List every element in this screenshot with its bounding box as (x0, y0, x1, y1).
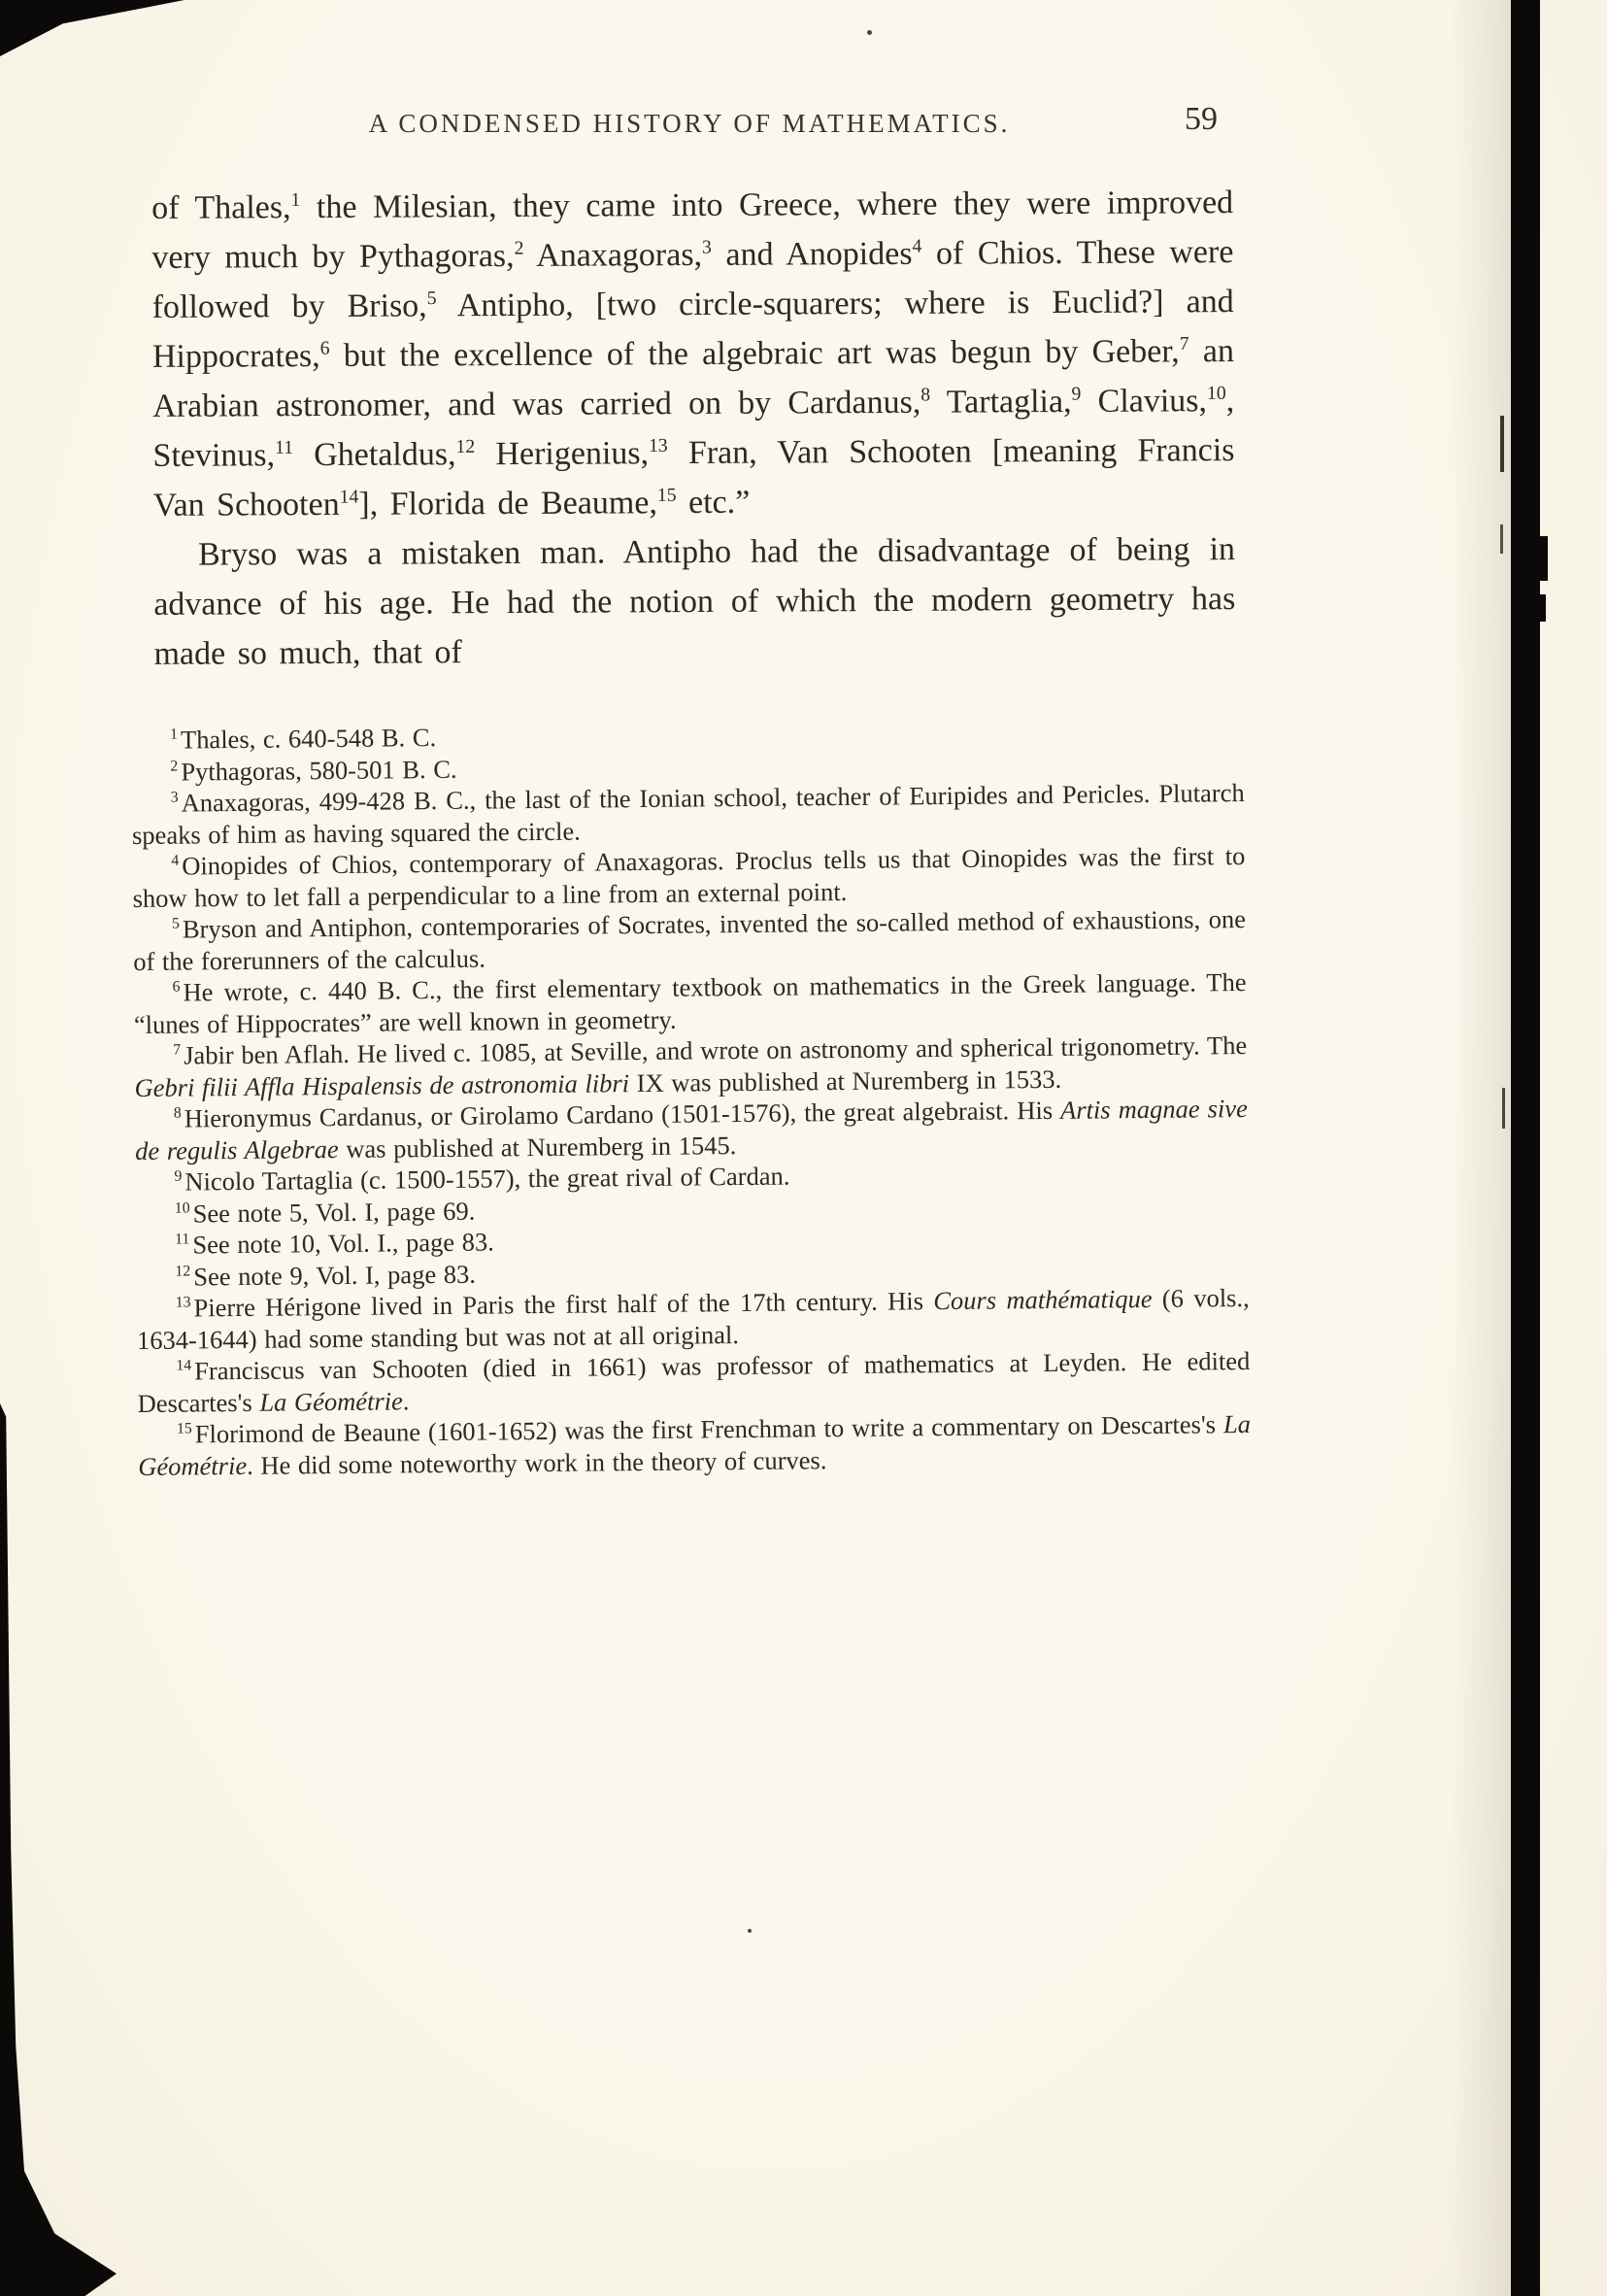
footnote-marker: 5 (171, 915, 180, 932)
footnote: $^{15}$ Florimond de Beaune (1601-1652) was the first Frenchman to write a commentary on Descartes's La Géométrie. He did some noteworthy work in the theory of curves. (138, 1409, 1252, 1481)
italic-title: La Géométrie (138, 1409, 1252, 1481)
footnote-marker: 15 (176, 1420, 192, 1437)
footnote-reference: 11 (275, 436, 294, 458)
footnote-reference: 3 (701, 236, 712, 258)
footnote: $^7$ Jabir ben Aflah. He lived c. 1085, at Seville, and wrote on astronomy and spherical trigonometry. The Gebri filii Affla Hispalensis de astronomia libri IX was published at Nuremberg in 1533. (134, 1030, 1248, 1102)
scan-artifact-mark (1540, 594, 1546, 622)
footnote-reference: 5 (426, 287, 437, 310)
scan-artifact-right-bar (1511, 0, 1540, 2296)
footnote: $^{13}$ Pierre Hérigone lived in Paris the first half of the 17th century. His Cours mathématique (6 vols., 1634-1644) had some standing but was not at all original. (136, 1283, 1250, 1355)
footnotes-section (131, 714, 1251, 1482)
footnote-marker: 11 (174, 1231, 190, 1248)
running-head (146, 101, 1233, 139)
scan-speck (867, 30, 872, 35)
footnote-marker: 14 (176, 1357, 192, 1374)
italic-title: Cours mathématique (933, 1283, 1153, 1316)
footnote-reference: 15 (656, 484, 677, 506)
footnote-marker: 4 (171, 852, 180, 869)
footnote-marker: 6 (172, 978, 181, 996)
scan-artifact-top-left-corner (0, 0, 184, 56)
footnote-reference: 9 (1071, 383, 1082, 405)
footnote: $^3$ Anaxagoras, 499-428 B. C., the last of the Ionian school, teacher of Euripides and Pericles. Plutarch speaks of him as having squared the circle. (131, 778, 1245, 850)
footnote-reference: 14 (339, 486, 359, 508)
footnote: $^2$ Pythagoras, 580-501 B. C. (170, 754, 457, 787)
body-paragraph: Bryso was a mistaken man. Antipho had the disadvantage of being in advance of his age. He had the notion of which the modern geometry has made so much, that of (153, 531, 1236, 672)
footnote: $^{10}$ See note 5, Vol. I, page 69. (174, 1196, 476, 1228)
footnote: $^{14}$ Franciscus van Schooten (died in 1661) was professor of mathematics at Leyden. He edited Descartes's La Géométrie. (137, 1346, 1251, 1418)
scan-artifact-left-edge (0, 1403, 121, 2296)
footnote-marker: 8 (173, 1104, 182, 1122)
italic-title: La Géométrie (259, 1385, 403, 1417)
footnote-marker: 1 (169, 726, 179, 743)
footnote-reference: 7 (1179, 332, 1189, 355)
scan-artifact-tick (1500, 416, 1504, 472)
page-content (131, 178, 1252, 1481)
body-text (151, 178, 1236, 679)
footnote: $^6$ He wrote, c. 440 B. C., the first elementary textbook on mathematics in the Greek language. The “lunes of Hippocrates” are well known in geometry. (133, 967, 1247, 1039)
footnote-reference: 2 (514, 237, 524, 259)
footnote-marker: 3 (170, 789, 179, 806)
scan-artifact-mark (1540, 536, 1548, 581)
footnote: $^1$ Thales, c. 640-548 B. C. (169, 723, 437, 755)
footnote-marker: 13 (175, 1294, 191, 1311)
footnote-reference: 13 (648, 434, 668, 456)
footnote-marker: 2 (170, 758, 179, 775)
footnote: $^{11}$ See note 10, Vol. I., page 83. (174, 1227, 494, 1260)
footnote-reference: 1 (290, 188, 301, 211)
spine-shadow (1451, 0, 1511, 2296)
footnote: $^{12}$ See note 9, Vol. I, page 83. (175, 1259, 477, 1291)
italic-title: Artis magnae sive de regulis Algebrae (135, 1094, 1248, 1165)
footnote-reference: 8 (921, 384, 931, 406)
footnote: $^5$ Bryson and Antiphon, contemporaries of Socrates, invented the so-called method of exhaustions, one of the forerunners of the calculus. (133, 904, 1247, 976)
scan-artifact-tick (1500, 524, 1503, 554)
italic-title: Gebri filii Affla Hispalensis de astronomia libri (134, 1067, 630, 1102)
footnote-reference: 12 (455, 435, 476, 457)
footnote-reference: 4 (912, 235, 922, 257)
page-header-title: A CONDENSED HISTORY OF MATHEMATICS. (368, 109, 1011, 138)
scan-artifact-tick (1502, 1088, 1505, 1129)
footnote-marker: 7 (173, 1041, 182, 1059)
footnote-reference: 6 (319, 337, 330, 359)
body-paragraph: of Thales,$^1$ the Milesian, they came into Greece, where they were improved very much by Pythagoras,$^2$ Anaxagoras,$^3$ and Anopides$^4$ of Chios. These were followed by Briso,$^5$ Antipho, [two circle-squarers; where is Euclid?] and Hippocrates,$^6$ but the excellence of the algebraic art was begun by Geber,$^7$ an Arabian astronomer, and was carried on by Cardanus,$^8$ Tartaglia,$^9$ Clavius,$^{10}$, Stevinus,$^{11}$ Ghetaldus,$^{12}$ Herigenius,$^{13}$ Fran, Van Schooten [meaning Francis Van Schooten$^{14}$], Florida de Beaume,$^{15}$ etc.” (151, 185, 1235, 523)
scan-speck (748, 1929, 752, 1933)
footnote: $^9$ Nicolo Tartaglia (c. 1500-1557), the great rival of Cardan. (174, 1161, 790, 1197)
footnote-marker: 10 (174, 1199, 190, 1217)
footnote-reference: 10 (1206, 382, 1226, 404)
footnote-marker: 9 (174, 1167, 183, 1185)
page-number: 59 (1185, 101, 1218, 137)
footnote-marker: 12 (175, 1263, 191, 1280)
footnote: $^8$ Hieronymus Cardanus, or Girolamo Cardano (1501-1576), the great algebraist. His Artis magnae sive de regulis Algebrae was published at Nuremberg in 1545. (135, 1094, 1248, 1165)
footnote: $^4$ Oinopides of Chios, contemporary of Anaxagoras. Proclus tells us that Oinopides was the first to show how to let fall a perpendicular to a line from an external point. (132, 841, 1246, 913)
